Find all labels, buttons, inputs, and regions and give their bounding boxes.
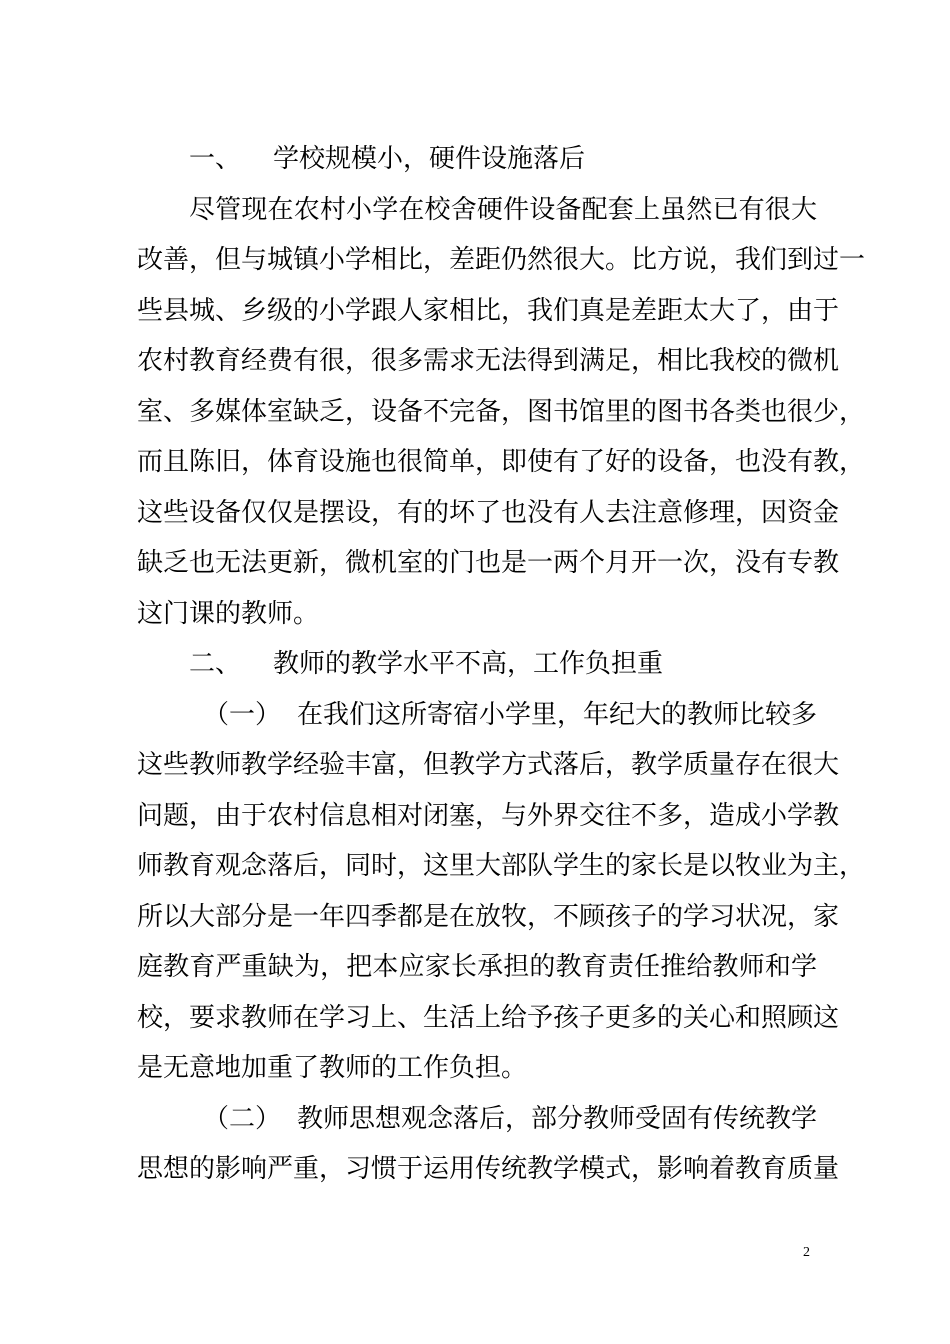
subsection-number: （一） [203, 699, 282, 730]
paragraph-line: 思想的影响严重，习惯于运用传统教学模式，影响着教育质量 [137, 1154, 840, 1184]
subsection-heading-2 [137, 1094, 817, 1145]
paragraph-line: 而且陈旧，体育设施也很简单，即使有了好的设备，也没有教， [137, 447, 866, 477]
paragraph-line: 所以大部分是一年四季都是在放牧，不顾孩子的学习状况，家 [137, 901, 840, 932]
paragraph-line: 校，要求教师在学习上、生活上给予孩子更多的关心和照顾这 [137, 1002, 840, 1033]
section-heading-2 [137, 639, 817, 690]
page-number: 2 [803, 1245, 810, 1260]
subsection-first-line: 教师思想观念落后，部分教师受固有传统教学 [296, 1103, 817, 1134]
paragraph-line: 是无意地加重了教师的工作负担。 [137, 1053, 528, 1083]
document-body [137, 134, 866, 1195]
paragraph-line: 改善，但与城镇小学相比，差距仍然很大。比方说，我们到过一 [137, 245, 866, 275]
paragraph-line: 室、多媒体室缺乏，设备不完备，图书馆里的图书各类也很少， [137, 396, 866, 427]
section-number: 二、 [189, 649, 242, 679]
subsection-heading-1 [137, 690, 817, 741]
paragraph-line: 这些设备仅仅是摆设，有的坏了也没有人去注意修理，因资金 [137, 497, 840, 528]
paragraph-line: 问题，由于农村信息相对闭塞，与外界交往不多，造成小学教 [137, 800, 840, 831]
paragraph-line: 尽管现在农村小学在校舍硬件设备配套上虽然已有很大 [189, 194, 817, 225]
paragraph-line: 些县城、乡级的小学跟人家相比，我们真是差距太大了，由于 [137, 295, 840, 326]
paragraph-line: 这些教师教学经验丰富，但教学方式落后，教学质量存在很大 [137, 750, 840, 780]
paragraph-line: 师教育观念落后，同时，这里大部队学生的家长是以牧业为主， [137, 851, 866, 881]
paragraph-line: 这门课的教师。 [137, 598, 320, 629]
section-title: 教师的教学水平不高，工作负担重 [273, 649, 664, 679]
paragraph-line: 庭教育严重缺为，把本应家长承担的教育责任推给教师和学 [137, 952, 817, 982]
section-heading-1 [137, 134, 817, 185]
subsection-number: （二） [203, 1103, 282, 1134]
section-number: 一、 [189, 144, 242, 174]
subsection-first-line: 在我们这所寄宿小学里，年纪大的教师比较多 [296, 699, 817, 730]
paragraph-line: 农村教育经费有很，很多需求无法得到满足，相比我校的微机 [137, 346, 840, 376]
paragraph-line: 缺乏也无法更新，微机室的门也是一两个月开一次，没有专教 [137, 548, 840, 578]
section-title: 学校规模小，硬件设施落后 [273, 144, 586, 174]
